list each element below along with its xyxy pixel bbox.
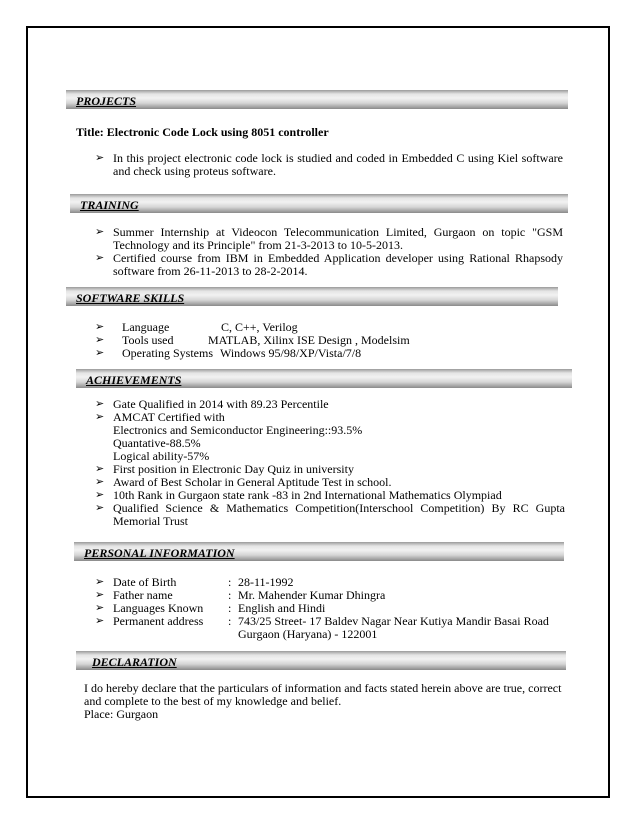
bullet-icon: ➢ bbox=[95, 152, 105, 164]
bullet-icon: ➢ bbox=[95, 589, 105, 601]
software-skills-heading: SOFTWARE SKILLS bbox=[76, 291, 185, 305]
personal-value: 28-11-1992 bbox=[238, 575, 294, 589]
training-item-2: Certified course from IBM in Embedded Application developer using Rational Rhapsody software from 26-11-2013 to 28-2-2014. bbox=[113, 251, 563, 278]
personal-value: English and Hindi bbox=[238, 601, 326, 615]
achievement-item: Qualified Science & Mathematics Competition(Interschool Competition) By RC Gupta Memorial Trust bbox=[113, 501, 565, 528]
training-item-1: Summer Internship at Videocon Telecommunication Limited, Gurgaon on topic "GSM Technology and its Principle" from 21-3-2013 to 10-5-2013. bbox=[113, 225, 563, 252]
personal-separator: : bbox=[228, 588, 232, 602]
bullet-icon: ➢ bbox=[95, 463, 105, 475]
personal-value: 743/25 Street- 17 Baldev Nagar Near Kutiya Mandir Basai Road bbox=[238, 614, 549, 628]
personal-label: Languages Known bbox=[113, 601, 204, 615]
projects-heading: PROJECTS bbox=[76, 94, 137, 108]
bullet-icon: ➢ bbox=[95, 347, 105, 359]
skill-value: MATLAB, Xilinx ISE Design , Modelsim bbox=[208, 333, 410, 347]
project-description: In this project electronic code lock is studied and coded in Embedded C using Kiel software and check using proteus software. bbox=[113, 151, 563, 178]
personal-value: Mr. Mahender Kumar Dhingra bbox=[238, 588, 386, 602]
amcat-detail: Logical ability-57% bbox=[113, 449, 210, 463]
personal-separator: : bbox=[228, 614, 232, 628]
declaration-heading: DECLARATION bbox=[92, 655, 177, 669]
achievement-item: First position in Electronic Day Quiz in university bbox=[113, 462, 354, 476]
achievements-heading: ACHIEVEMENTS bbox=[86, 373, 182, 387]
projects-header-bar bbox=[66, 90, 568, 109]
achievement-item: AMCAT Certified with bbox=[113, 410, 225, 424]
personal-separator: : bbox=[228, 601, 232, 615]
personal-label: Date of Birth bbox=[113, 575, 177, 589]
training-header-bar bbox=[70, 194, 568, 213]
declaration-place: Place: Gurgaon bbox=[84, 707, 159, 721]
bullet-icon: ➢ bbox=[95, 615, 105, 627]
personal-label: Permanent address bbox=[113, 614, 204, 628]
declaration-text: I do hereby declare that the particulars of information and facts stated herein above are true, correct and complete to the best of my knowledge and belief. bbox=[84, 681, 562, 708]
bullet-icon: ➢ bbox=[95, 602, 105, 614]
bullet-icon: ➢ bbox=[95, 252, 105, 264]
bullet-icon: ➢ bbox=[95, 411, 105, 423]
project-title: Title: Electronic Code Lock using 8051 controller bbox=[76, 125, 329, 139]
skill-label: Operating Systems bbox=[122, 346, 213, 360]
skill-value: Windows 95/98/XP/Vista/7/8 bbox=[220, 346, 362, 360]
skill-label: Tools used bbox=[122, 333, 174, 347]
bullet-icon: ➢ bbox=[95, 489, 105, 501]
personal-info-heading: PERSONAL INFORMATION bbox=[84, 546, 235, 560]
achievement-item: 10th Rank in Gurgaon state rank -83 in 2nd International Mathematics Olympiad bbox=[113, 488, 502, 502]
achievement-item: Award of Best Scholar in General Aptitude Test in school. bbox=[113, 475, 392, 489]
bullet-icon: ➢ bbox=[95, 321, 105, 333]
bullet-icon: ➢ bbox=[95, 398, 105, 410]
personal-separator: : bbox=[228, 575, 232, 589]
achievement-item: Gate Qualified in 2014 with 89.23 Percentile bbox=[113, 397, 329, 411]
amcat-detail: Electronics and Semiconductor Engineering::93.5% bbox=[113, 423, 363, 437]
bullet-icon: ➢ bbox=[95, 502, 105, 514]
personal-address-line2: Gurgaon (Haryana) - 122001 bbox=[238, 627, 378, 641]
training-heading: TRAINING bbox=[80, 198, 139, 212]
skill-label: Language bbox=[122, 320, 170, 334]
personal-label: Father name bbox=[113, 588, 173, 602]
skill-value: C, C++, Verilog bbox=[221, 320, 298, 334]
bullet-icon: ➢ bbox=[95, 334, 105, 346]
bullet-icon: ➢ bbox=[95, 226, 105, 238]
amcat-detail: Quantative-88.5% bbox=[113, 436, 201, 450]
bullet-icon: ➢ bbox=[95, 476, 105, 488]
bullet-icon: ➢ bbox=[95, 576, 105, 588]
